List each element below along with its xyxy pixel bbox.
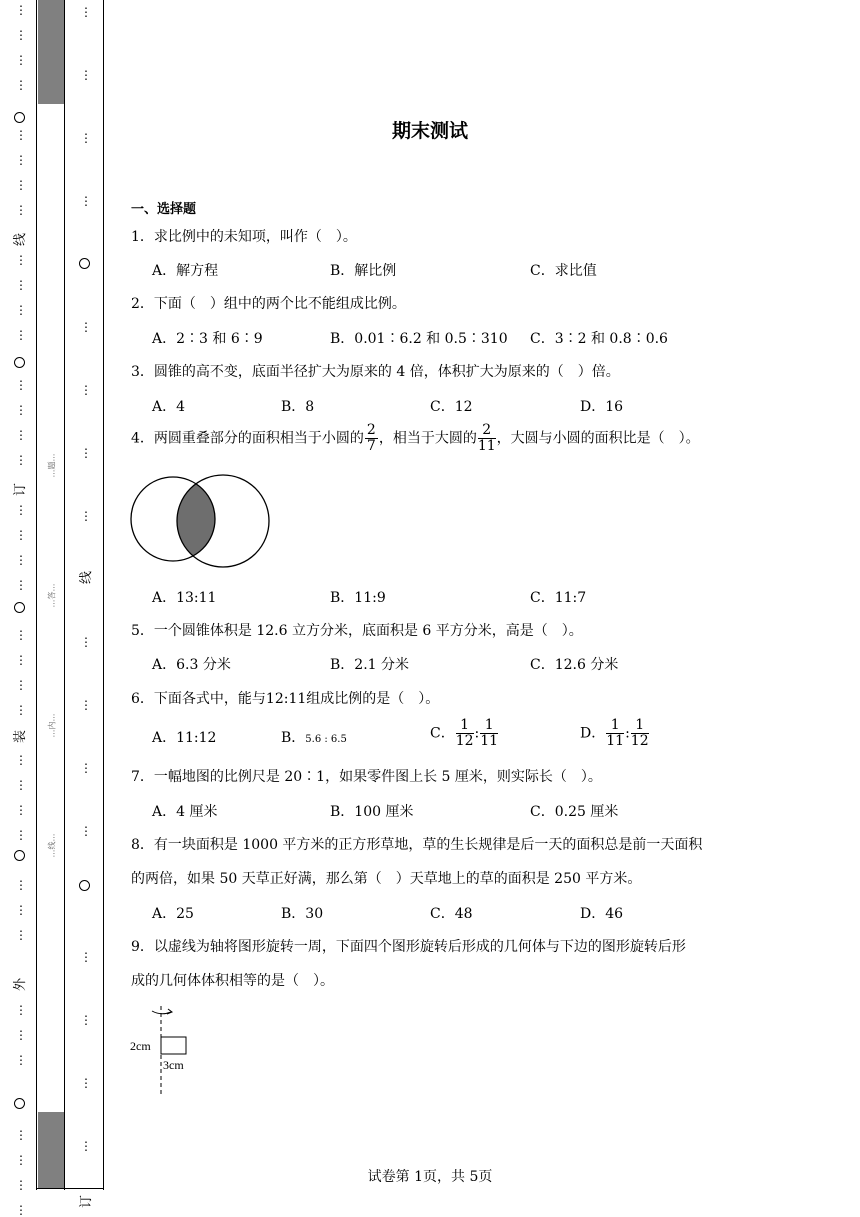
binding-label: 订 — [79, 1194, 95, 1209]
binding-dots-icon: ⋮ — [15, 328, 27, 342]
binding-fine-text: …答… — [47, 583, 57, 608]
binding-dots-icon: ⋮ — [80, 68, 92, 82]
binding-ring-icon — [14, 1098, 25, 1109]
q5-option-a: A．6.3 分米 — [152, 657, 231, 673]
binding-dots-icon: ⋮ — [15, 1178, 27, 1192]
q8-option-b: B．30 — [281, 906, 324, 922]
q6-option-a: A．11:12 — [152, 730, 217, 746]
q7-option-b: B．100 厘米 — [330, 804, 414, 820]
question-6: 6．下面各式中，能与12:11组成比例的是（ ）。 — [131, 691, 440, 707]
question-4 — [131, 423, 700, 454]
binding-label: 外 — [13, 977, 29, 992]
q3-option-b: B．8 — [281, 399, 315, 415]
binding-dots-icon: ⋮ — [15, 778, 27, 792]
binding-dots-icon: ⋮ — [80, 131, 92, 145]
binding-line-right — [103, 0, 104, 1190]
binding-gray-block-top — [38, 0, 64, 104]
binding-dots-icon: ⋮ — [15, 1053, 27, 1067]
binding-dots-icon: ⋮ — [80, 761, 92, 775]
page-title: 期末测试 — [391, 120, 468, 142]
binding-dots-icon: ⋮ — [15, 1003, 27, 1017]
binding-dots-icon: ⋮ — [15, 803, 27, 817]
q7-option-c: C．0.25 厘米 — [530, 804, 619, 820]
question-5: 5．一个圆锥体积是 12.6 立方分米，底面积是 6 平方分米，高是（ ）。 — [131, 623, 583, 639]
binding-dots-icon: ⋮ — [15, 253, 27, 267]
binding-dots-icon: ⋮ — [15, 528, 27, 542]
binding-dots-icon: ⋮ — [15, 428, 27, 442]
q4-option-c: C．11:7 — [530, 590, 587, 606]
question-9-line2: 成的几何体体积相等的是（ ）。 — [131, 973, 334, 989]
q1-option-c: C．求比值 — [530, 263, 597, 279]
q2-option-a: A．2∶3 和 6∶9 — [152, 331, 263, 347]
binding-fine-text: …线… — [47, 833, 57, 858]
binding-dots-icon: ⋮ — [80, 194, 92, 208]
binding-dots-icon: ⋮ — [80, 1076, 92, 1090]
q4-text-part2: ，相当于大圆的 — [378, 430, 477, 447]
binding-dots-icon: ⋮ — [15, 1128, 27, 1142]
q3-option-c: C．12 — [430, 399, 473, 415]
binding-ring-icon — [14, 602, 25, 613]
q5-option-c: C．12.6 分米 — [530, 657, 619, 673]
binding-ring-icon — [14, 357, 25, 368]
binding-dots-icon: ⋮ — [15, 628, 27, 642]
binding-ring-icon — [14, 850, 25, 861]
rectangle-shape — [161, 1037, 186, 1054]
binding-dots-icon: ⋮ — [80, 698, 92, 712]
binding-ring-icon — [79, 258, 90, 269]
question-7: 7．一幅地图的比例尺是 20∶1，如果零件图上长 5 厘米，则实际长（ ）。 — [131, 769, 602, 785]
binding-dots-icon: ⋮ — [15, 653, 27, 667]
binding-dots-icon: ⋮ — [15, 1153, 27, 1167]
binding-dots-icon: ⋮ — [15, 553, 27, 567]
binding-dots-icon: ⋮ — [15, 753, 27, 767]
question-3: 3．圆锥的高不变，底面半径扩大为原来的 4 倍，体积扩大为原来的（ ）倍。 — [131, 364, 620, 380]
binding-dots-icon: ⋮ — [15, 1028, 27, 1042]
binding-dots-icon: ⋮ — [15, 178, 27, 192]
binding-dots-icon: ⋮ — [15, 903, 27, 917]
q7-option-a: A．4 厘米 — [152, 804, 218, 820]
binding-dots-icon: ⋮ — [80, 383, 92, 397]
binding-dots-icon: ⋮ — [15, 378, 27, 392]
binding-dots-icon: ⋮ — [15, 53, 27, 67]
binding-dots-icon: ⋮ — [15, 928, 27, 942]
binding-dots-icon: ⋮ — [15, 453, 27, 467]
binding-label: 线 — [13, 232, 29, 247]
question-9-line1: 9．以虚线为轴将图形旋转一周，下面四个图形旋转后形成的几何体与下边的图形旋转后形 — [131, 939, 686, 955]
binding-dots-icon: ⋮ — [80, 320, 92, 334]
binding-line-bottom — [36, 1188, 104, 1189]
binding-dots-icon: ⋮ — [80, 635, 92, 649]
q6-option-b: B．5.6 : 6.5 — [281, 730, 347, 746]
q6-option-c: C． $\frac{1}{12}$ : $\frac{1}{11}$ — [430, 717, 499, 749]
rotation-figure — [128, 1004, 208, 1096]
binding-dots-icon: ⋮ — [15, 503, 27, 517]
binding-label: 装 — [13, 729, 29, 744]
binding-dots-icon: ⋮ — [15, 203, 27, 217]
binding-dots-icon: ⋮ — [80, 446, 92, 460]
length-label: 3cm — [163, 1058, 184, 1072]
q4-option-b: B．11:9 — [330, 590, 386, 606]
binding-dots-icon: ⋮ — [15, 78, 27, 92]
q2-option-c: C．3∶2 和 0.8∶0.6 — [530, 331, 668, 347]
q1-option-b: B．解比例 — [330, 263, 397, 279]
q4-text-part3: ，大圆与小圆的面积比是（ ）。 — [496, 430, 700, 447]
binding-dots-icon: ⋮ — [80, 1013, 92, 1027]
q5-option-b: B．2.1 分米 — [330, 657, 410, 673]
q8-option-a: A．25 — [152, 906, 194, 922]
binding-dots-icon: ⋮ — [15, 1203, 27, 1217]
q1-option-a: A．解方程 — [152, 263, 219, 279]
binding-dots-icon: ⋮ — [15, 878, 27, 892]
binding-dots-icon: ⋮ — [15, 678, 27, 692]
binding-dots-icon: ⋮ — [80, 509, 92, 523]
question-8-line1: 8．有一块面积是 1000 平方米的正方形草地，草的生长规律是后一天的面积总是前一天面积 — [131, 837, 703, 853]
binding-fine-text: …题… — [47, 453, 57, 478]
q8-option-d: D．46 — [580, 906, 624, 922]
q6-option-d: D． $\frac{1}{11}$ : $\frac{1}{12}$ — [580, 717, 649, 749]
binding-dots-icon: ⋮ — [15, 828, 27, 842]
q8-option-c: C．48 — [430, 906, 473, 922]
width-label: 2cm — [130, 1039, 151, 1053]
page-footer: 试卷第 1页，共 5页 — [367, 1169, 493, 1185]
binding-ring-icon — [79, 880, 90, 891]
section-heading: 一、选择题 — [131, 202, 197, 217]
q4-text-part1: 4．两圆重叠部分的面积相当于小圆的 — [131, 430, 364, 447]
q3-option-d: D．16 — [580, 399, 624, 415]
question-1: 1．求比例中的未知项，叫作（ ）。 — [131, 229, 357, 245]
binding-dots-icon: ⋮ — [15, 153, 27, 167]
binding-fine-text: …内… — [47, 713, 57, 738]
binding-dots-icon: ⋮ — [15, 28, 27, 42]
binding-label: 线 — [79, 570, 95, 585]
binding-label: 订 — [13, 482, 29, 497]
q4-option-a: A．13:11 — [152, 590, 217, 606]
binding-line-left — [36, 0, 37, 1190]
binding-dots-icon: ⋮ — [15, 578, 27, 592]
binding-dots-icon: ⋮ — [15, 703, 27, 717]
binding-dots-icon: ⋮ — [80, 824, 92, 838]
binding-margin — [0, 0, 104, 1216]
binding-dots-icon: ⋮ — [15, 128, 27, 142]
q4-fraction-large: $\frac{2}{11}$ — [477, 422, 496, 454]
binding-dots-icon: ⋮ — [80, 950, 92, 964]
overlapping-circles-figure — [128, 470, 274, 574]
question-8-line2: 的两倍，如果 50 天草正好满，那么第（ ）天草地上的草的面积是 250 平方米。 — [131, 871, 642, 887]
q2-option-b: B．0.01∶6.2 和 0.5∶310 — [330, 331, 508, 347]
binding-dots-icon: ⋮ — [80, 5, 92, 19]
binding-dots-icon: ⋮ — [80, 1139, 92, 1153]
binding-dots-icon: ⋮ — [15, 3, 27, 17]
q4-fraction-small: $\frac{2}{7}$ — [366, 422, 376, 454]
binding-dots-icon: ⋮ — [15, 278, 27, 292]
q3-option-a: A．4 — [152, 399, 186, 415]
question-2: 2．下面（ ）组中的两个比不能组成比例。 — [131, 296, 406, 312]
binding-line-mid — [64, 0, 65, 1190]
binding-dots-icon: ⋮ — [15, 303, 27, 317]
binding-dots-icon: ⋮ — [15, 403, 27, 417]
